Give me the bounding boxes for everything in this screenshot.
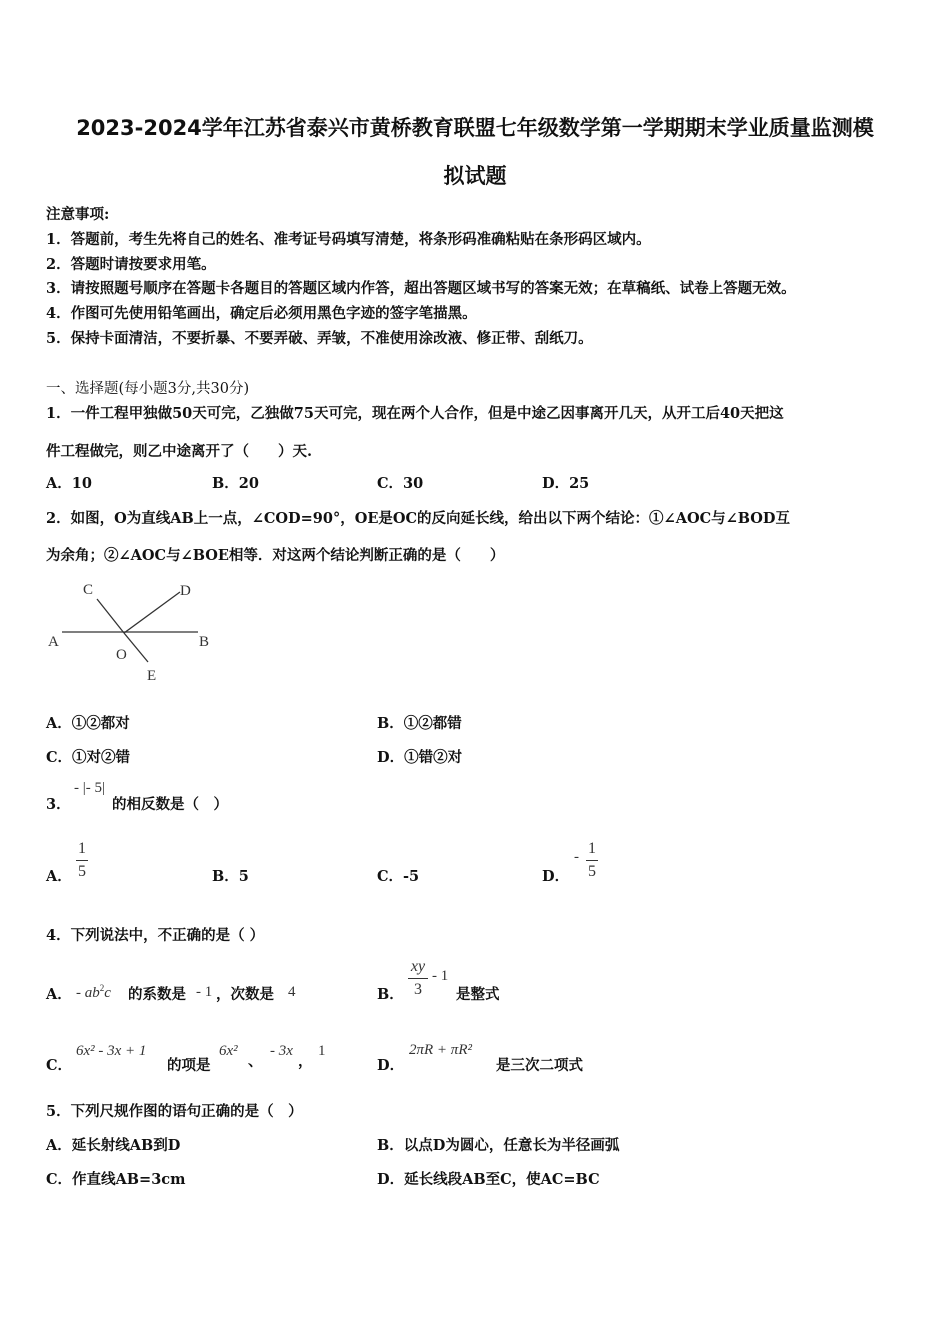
q2-option-c: C．①对②错 [46, 749, 131, 766]
q1-option-d: D．25 [542, 475, 590, 492]
q1-stem-line2: 件工程做完，则乙中途离开了（ ）天. [46, 443, 313, 460]
denominator: 5 [588, 863, 596, 880]
q4-option-a-label: A． [46, 986, 72, 1003]
q4-option-b-label: B． [377, 986, 404, 1003]
ray-oe [124, 633, 148, 662]
q3-option-d-fraction [586, 840, 598, 881]
q4-option-a-text2: ，次数是 [216, 986, 274, 1003]
denominator: 3 [414, 981, 422, 998]
page-title: 2023-2024学年江苏省泰兴市黄桥教育联盟七年级数学第一学期期末学业质量监测模 [76, 116, 874, 140]
q4-option-c-sep: 、 [248, 1053, 263, 1070]
fraction-bar [76, 860, 88, 861]
q4-option-d-text: 是三次二项式 [496, 1057, 583, 1074]
notice-item: 1．答题前，考生先将自己的姓名、准考证号码填写清楚，将条形码准确粘贴在条形码区域内。 [46, 231, 651, 248]
fraction-bar [408, 978, 428, 979]
q2-option-b: B．①②都错 [377, 715, 462, 732]
q4-option-b-text: 是整式 [456, 986, 500, 1003]
numerator: 1 [78, 840, 86, 857]
q3-number: 3． [46, 796, 71, 813]
q4-stem: 4．下列说法中，不正确的是（ ） [46, 927, 265, 944]
q5-option-b: B．以点D为圆心，任意长为半径画弧 [377, 1137, 620, 1154]
expr-base: - ab [76, 985, 100, 1001]
q4-option-c-term2: - 3x [270, 1043, 293, 1059]
q5-option-c: C．作直线AB=3cm [46, 1171, 186, 1188]
q1-option-a: A．10 [46, 475, 92, 492]
label-a: A [48, 634, 59, 650]
q3-option-a-label: A． [46, 868, 72, 885]
expr-tail: c [104, 985, 111, 1001]
q1-stem-line1: 1．一件工程甲独做50天可完，乙独做75天可完，现在两个人合作，但是中途乙因事离开几天，从开工后40天把这 [46, 405, 784, 422]
q4-option-c-term3: 1 [318, 1043, 326, 1059]
page-title-line2: 拟试题 [443, 164, 507, 188]
q4-option-c-label: C． [46, 1057, 73, 1074]
label-o: O [116, 647, 127, 663]
label-b: B [199, 634, 210, 650]
numerator: xy [410, 958, 426, 975]
q4-option-a-expr [76, 983, 111, 1002]
ray-od [124, 592, 180, 633]
q4-option-b-fraction [408, 958, 428, 999]
expr-exponent: 2 [99, 983, 105, 993]
q2-figure [40, 572, 230, 690]
q4-option-d-label: D． [377, 1057, 405, 1074]
q1-option-c: C．30 [377, 475, 424, 492]
ray-oc [97, 599, 124, 633]
notice-heading: 注意事项: [46, 206, 110, 223]
q3-expression: - |- 5| [74, 780, 105, 796]
fraction-bar [586, 860, 598, 861]
q3-option-b: B．5 [212, 868, 249, 885]
denominator: 5 [78, 863, 86, 880]
q2-option-a: A．①②都对 [46, 715, 130, 732]
q2-option-d: D．①错②对 [377, 749, 463, 766]
label-e: E [147, 668, 157, 684]
numerator: 1 [588, 840, 596, 857]
q4-option-a-coef: - 1 [196, 984, 213, 1000]
q2-stem-line2: 为余角；②∠AOC与∠BOE相等．对这两个结论判断正确的是（ ） [46, 547, 505, 564]
q5-option-a: A．延长射线AB到D [46, 1137, 181, 1154]
q3-option-d-sign: - [574, 849, 579, 865]
notice-item: 3．请按照题号顺序在答题卡各题目的答题区域内作答，超出答题区域书写的答案无效；在草稿纸、试卷上答题无效。 [46, 280, 796, 297]
section-heading: 一、选择题(每小题3分,共30分) [46, 381, 250, 397]
q2-stem-line1: 2．如图，O为直线AB上一点，∠COD=90°，OE是OC的反向延长线，给出以下两个结论：①∠AOC与∠BOD互 [46, 510, 790, 527]
q4-option-c-text: 的项是 [167, 1057, 211, 1074]
q4-option-c-term1: 6x² [219, 1043, 238, 1059]
q5-stem: 5．下列尺规作图的语句正确的是（ ） [46, 1103, 303, 1120]
q5-option-d: D．延长线段AB至C，使AC=BC [377, 1171, 600, 1188]
q4-option-b-tail: - 1 [432, 968, 449, 984]
label-c: C [83, 582, 94, 598]
q4-option-c-comma: ， [298, 1053, 313, 1070]
q4-option-a-text1: 的系数是 [128, 986, 186, 1003]
notice-item: 5．保持卡面清洁，不要折暴、不要弄破、弄皱，不准使用涂改液、修正带、刮纸刀。 [46, 330, 593, 347]
notice-item: 2．答题时请按要求用笔。 [46, 256, 216, 273]
q3-option-d-label: D． [542, 868, 570, 885]
q4-option-a-degree: 4 [288, 984, 296, 1000]
q4-option-c-expr: 6x² - 3x + 1 [76, 1043, 147, 1059]
notice-item: 4．作图可先使用铅笔画出，确定后必须用黑色字迹的签字笔描黑。 [46, 305, 477, 322]
q1-option-b: B．20 [212, 475, 259, 492]
q4-option-d-expr: 2πR + πR² [409, 1042, 472, 1058]
q3-stem: 的相反数是（ ） [112, 796, 228, 813]
q3-option-c: C．-5 [377, 868, 420, 885]
q3-option-a-fraction [76, 840, 88, 881]
label-d: D [180, 583, 191, 599]
